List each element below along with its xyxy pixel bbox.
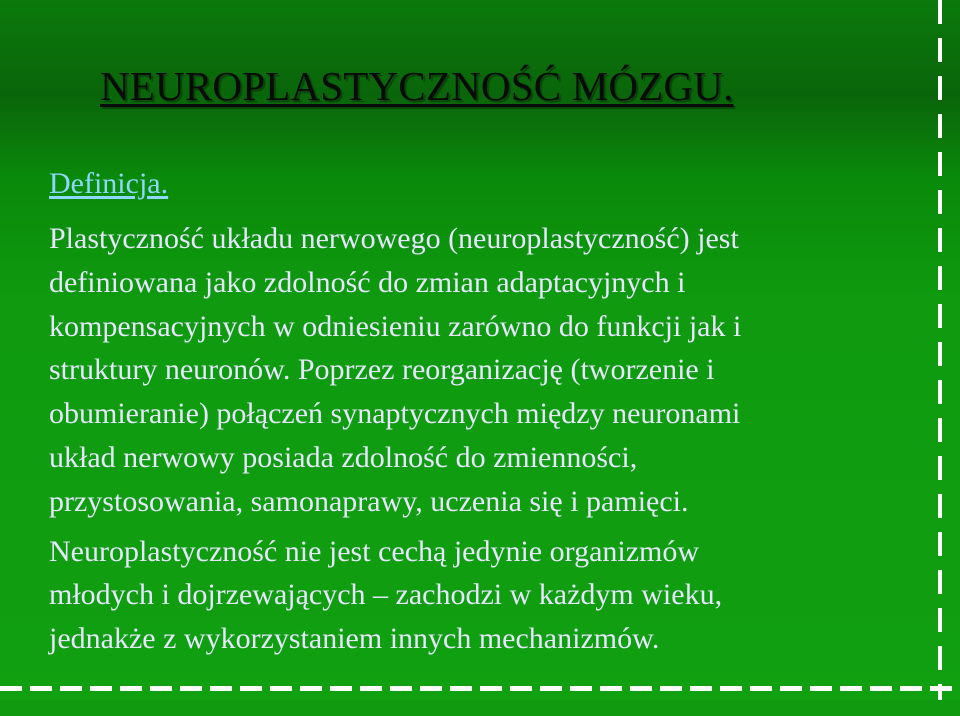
age-paragraph: Neuroplastyczność nie jest cechą jedynie organizmów młodych i dojrzewających – zachodzi w każdym wieku, jednakże z wykorzystaniem innych mechanizmów. — [49, 534, 723, 656]
definition-paragraph: Plastyczność układu nerwowego (neuroplastyczność) jest definiowana jako zdolność do zmian adaptacyjnych i kompensacyjnych w odniesieniu zarówno do funkcji jak i struktury neuronów. Poprzez reorganizację (tworzenie i obumieranie) połączeń synaptycznych między neuronami układ nerwowy posiada zdolność do zmienności, przystosowania, samonaprawy, uczenia się i pamięci. — [49, 222, 742, 518]
bottom-strip — [0, 700, 960, 716]
slide-title: NEUROPLASTYCZNOŚĆ MÓZGU. — [100, 63, 734, 109]
bottom-dashed-border — [0, 686, 960, 691]
right-dashed-border — [938, 0, 942, 700]
slide-body — [49, 217, 879, 661]
slide-subtitle: Definicja. — [49, 167, 169, 200]
